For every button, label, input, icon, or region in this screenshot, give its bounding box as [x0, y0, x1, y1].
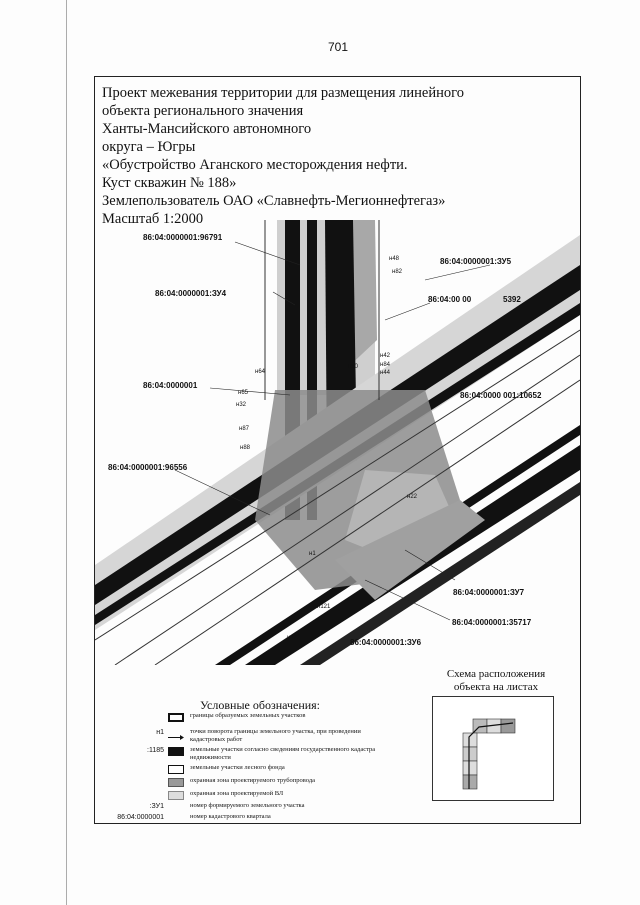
legend-item [92, 813, 332, 827]
point-label: н32 [236, 402, 246, 408]
point-label: н122 [287, 635, 301, 641]
legend-text: номер формируемого земельного участка [190, 802, 305, 809]
scheme-svg [433, 697, 553, 800]
scheme-sheet [501, 719, 515, 733]
legend-text: охранная зона проектируемого трубопровода [190, 777, 316, 784]
legend-text: номер кадастрового квартала [190, 813, 271, 820]
title-line: Проект межевания территории для размещения линейного [102, 85, 464, 101]
legend-item [130, 712, 370, 726]
cadastral-map [95, 220, 580, 665]
scheme-title-line: Схема расположения [446, 668, 546, 680]
scan-edge-line [66, 0, 67, 905]
map-svg [95, 220, 580, 665]
title-line: Ханты-Мансийского автономного [102, 121, 312, 137]
sheet-layout-scheme [432, 696, 554, 801]
parcel-label: 86:04:0000001:96556 [108, 463, 188, 472]
point-label: н42 [380, 353, 390, 359]
point-label: н48 [389, 256, 399, 262]
legend-code: 86:04:0000001 [117, 814, 164, 821]
parcel-label: 86:04:00 00 [428, 295, 472, 304]
zu-label: 86:04:0000001:ЗУ6 [350, 638, 422, 647]
legend-text: точки поворота границы земельного участка, при проведении кадастровых работ [190, 728, 361, 743]
title-line: округа – Югры [102, 139, 196, 155]
title-line: Землепользователь ОАО «Славнефть-Мегионнефтегаз» [102, 193, 446, 209]
point-label: н121 [317, 604, 331, 610]
zu-label: 86:04:0000001:ЗУ4 [155, 289, 227, 298]
legend-symbol [168, 747, 184, 756]
point-label: н84 [380, 362, 390, 368]
zu-label: 86:04:0000001:ЗУ7 [453, 588, 525, 597]
legend-text: охранная зона проектируемой ВЛ [190, 790, 284, 797]
legend-text: земельные участки лесного фонда [190, 764, 285, 771]
point-label: н87 [239, 426, 249, 432]
legend-item [130, 746, 376, 761]
legend-symbol [168, 765, 184, 774]
point-label: н50 [348, 364, 358, 370]
parcel-label: 86:04:0000001:96791 [143, 233, 223, 242]
legend-code: :ЗУ1 [149, 803, 164, 810]
scheme-title-line: объекта на листах [453, 681, 539, 693]
scheme-sheet [463, 775, 477, 789]
point-label: н22 [407, 494, 417, 500]
legend-symbol [168, 713, 184, 722]
legend-code: :1185 [147, 747, 164, 754]
scale-line: Масштаб 1:2000 [102, 211, 204, 227]
point-label: н65 [238, 390, 248, 396]
point-label: н64 [255, 369, 265, 375]
legend-item [130, 728, 370, 742]
scheme-title [430, 668, 562, 694]
point-label: н88 [240, 445, 250, 451]
title-line: Куст скважин № 188» [102, 175, 237, 191]
leader-line [425, 265, 490, 280]
zu-label: 86:04:0000001:ЗУ5 [440, 257, 512, 266]
page-number: 701 [328, 40, 349, 54]
legend-symbol [168, 778, 184, 787]
title-line: «Обустройство Аганского месторождения нефти. [102, 157, 408, 173]
point-label: н1 [309, 551, 316, 557]
legend-symbol [168, 791, 184, 800]
title-line: объекта регионального значения [102, 103, 304, 119]
parcel-label: 86:04:0000 001:10652 [460, 391, 542, 400]
point-label: н82 [392, 269, 402, 275]
legend-item [130, 764, 370, 778]
scheme-sheet [463, 761, 477, 775]
quarter-label: 86:04:0000001 [143, 381, 198, 390]
legend-title: Условные обозначения: [200, 698, 321, 712]
point-label: н44 [380, 370, 390, 376]
arrow-symbol [168, 729, 184, 738]
scheme-sheet [463, 733, 477, 747]
legend-text: границы образуемых земельных участков [190, 712, 306, 719]
legend-item [130, 777, 370, 791]
legend-code: н1 [156, 729, 164, 736]
parcel-label: 5392 [503, 295, 521, 304]
parcel-label: 86:04:0000001:35717 [452, 618, 532, 627]
title-block [102, 84, 522, 228]
scheme-sheet [463, 747, 477, 761]
arrow-icon [168, 733, 184, 742]
leader-line [385, 303, 430, 320]
legend-text: земельные участки согласно сведениям государственного кадастра недвижимости [190, 746, 376, 761]
